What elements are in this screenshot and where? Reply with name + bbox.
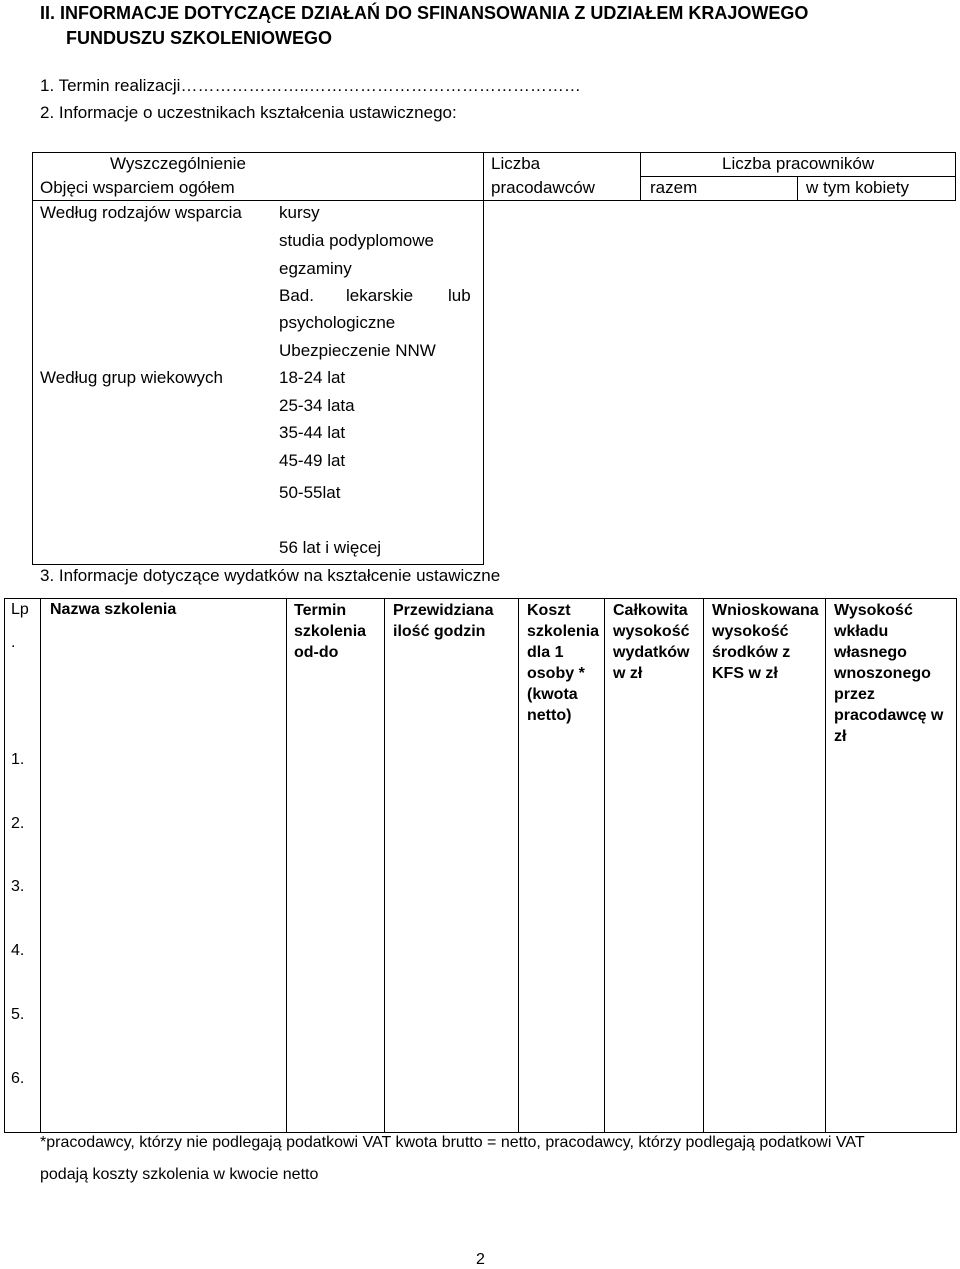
footnote-line2: podają koszty szkolenia w kwocie netto [40,1166,319,1183]
section-title-line2: FUNDUSZU SZKOLENIOWEGO [66,28,332,48]
header-wyszczegolnienie: Wyszczególnienie [110,154,246,173]
header-objeci: Objęci wsparciem ogółem [40,178,235,197]
header-liczba-pracownikow: Liczba pracowników [722,154,875,173]
header-razem: razem [650,178,698,197]
item-termin-realizacji: 1. Termin realizacji…………………..………………………………………… [40,76,581,95]
row-number-5: 5. [11,1006,25,1023]
row-badania-word3: lub [448,286,471,305]
item-informacje-uczestnicy: 2. Informacje o uczestnikach kształcenia ustawicznego: [40,103,457,122]
row-age-35-44: 35-44 lat [279,423,346,442]
row-number-3: 3. [11,878,25,895]
row-number-6: 6. [11,1070,25,1087]
row-ubezpieczenie-nnw: Ubezpieczenie NNW [279,341,436,360]
row-age-25-34: 25-34 lata [279,396,355,415]
col-koszt-szkolenia: Koszt szkolenia dla 1 osoby * (kwota netto) [527,602,600,724]
col-nazwa-szkolenia: Nazwa szkolenia [50,601,177,618]
col-lp-dot: . [11,634,16,651]
row-kursy: kursy [279,203,320,222]
row-age-45-49: 45-49 lat [279,451,346,470]
header-pracodawcow: pracodawców [491,178,595,197]
col-calkowita-wysokosc: Całkowita wysokość wydatków w zł [613,602,690,682]
row-studia-podyplomowe: studia podyplomowe [279,231,434,250]
header-liczba: Liczba [491,154,541,173]
row-number-4: 4. [11,942,25,959]
section-title-line1: II. INFORMACJE DOTYCZĄCE DZIAŁAŃ DO SFINANSOWANIA Z UDZIAŁEM KRAJOWEGO [40,3,809,23]
header-w-tym-kobiety: w tym kobiety [806,178,909,197]
row-age-50-55: 50-55lat [279,483,341,502]
row-badania-word1: Bad. [279,286,314,305]
row-egzaminy: egzaminy [279,259,352,278]
group-grupy-wiekowe: Według grup wiekowych [40,368,223,387]
group-rodzaje-wsparcia: Według rodzajów wsparcia [40,203,242,222]
item-informacje-wydatki: 3. Informacje dotyczące wydatków na kształcenie ustawiczne [40,566,501,585]
col-wklad-wlasny: Wysokość wkładu własnego wnoszonego przez pracodawcę w zł [834,602,944,745]
row-age-18-24: 18-24 lat [279,368,346,387]
col-ilosc-godzin: Przewidziana ilość godzin [393,602,494,640]
col-wnioskowana-wysokosc: Wnioskowana wysokość środków z KFS w zł [712,602,819,682]
page-number: 2 [476,1251,485,1268]
footnote-line1: *pracodawcy, którzy nie podlegają podatkowi VAT kwota brutto = netto, pracodawcy, którzy podlegają podatkowi VAT [40,1134,865,1151]
col-lp: Lp [11,601,29,618]
col-termin: Termin szkolenia od-do [294,602,367,661]
row-age-56-plus: 56 lat i więcej [279,538,382,557]
row-badania-word4: psychologiczne [279,313,396,332]
row-number-2: 2. [11,815,25,832]
row-number-1: 1. [11,751,25,768]
row-badania-word2: lekarskie [346,286,414,305]
